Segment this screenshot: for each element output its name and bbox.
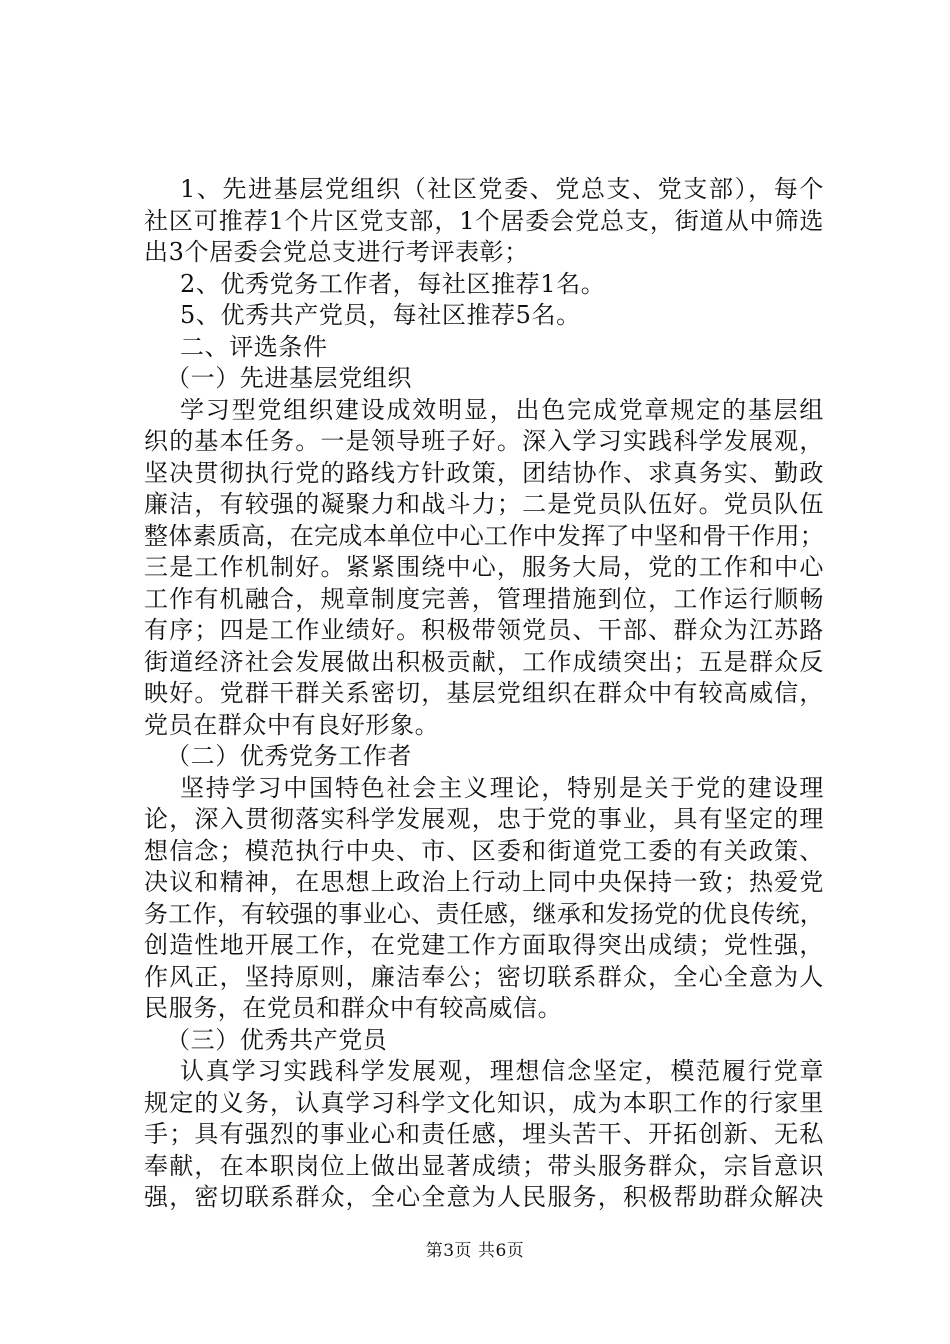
text-line: 民服务，在党员和群众中有较高威信。: [144, 994, 563, 1022]
text-line: 想信念；模范执行中央、市、区委和街道党工委的有关政策、: [144, 836, 824, 865]
document-body: [144, 174, 824, 1214]
text-line: 映好。党群干群关系密切，基层党组织在群众中有较高威信，: [144, 679, 824, 707]
text-line: 工作有机融合，规章制度完善，管理措施到位，工作运行顺畅: [144, 584, 824, 613]
text-line: 奉献，在本职岗位上做出显著成绩；带头服务群众，宗旨意识: [144, 1151, 824, 1180]
text-line: 规定的义务，认真学习科学文化知识，成为本职工作的行家里: [144, 1088, 824, 1117]
text-line: 学习型党组织建设成效明显，出色完成党章规定的基层组: [180, 395, 824, 424]
text-line: 论，深入贯彻落实科学发展观，忠于党的事业，具有坚定的理: [144, 805, 824, 833]
section-heading: 二、评选条件: [180, 332, 328, 361]
text-line: 党员在群众中有良好形象。: [144, 710, 440, 739]
text-line: 手；具有强烈的事业心和责任感，埋头苦干、开拓创新、无私: [144, 1120, 824, 1148]
page-number-footer: 第3页 共6页: [425, 1241, 525, 1261]
text-line: 整体素质高，在完成本单位中心工作中发挥了中坚和骨干作用；: [144, 521, 824, 550]
text-line: 社区可推荐1个片区党支部，1个居委会党总支，街道从中筛选: [144, 206, 824, 235]
text-line: 廉洁，有较强的凝聚力和战斗力；二是党员队伍好。党员队伍: [144, 490, 824, 518]
text-line: 务工作，有较强的事业心、责任感，继承和发扬党的优良传统，: [144, 899, 824, 928]
subsection-heading: （一）先进基层党组织: [166, 364, 412, 392]
text-line: 坚持学习中国特色社会主义理论，特别是关于党的建设理: [180, 773, 824, 802]
text-line: 有序；四是工作业绩好。积极带领党员、干部、群众为江苏路: [144, 616, 824, 644]
text-line: 作风正，坚持原则，廉洁奉公；密切联系群众，全心全意为人: [144, 962, 824, 991]
text-line: 三是工作机制好。紧紧围绕中心，服务大局，党的工作和中心: [144, 553, 824, 581]
text-line: 2、优秀党务工作者，每社区推荐1名。: [180, 269, 606, 298]
text-line: 街道经济社会发展做出积极贡献，工作成绩突出；五是群众反: [144, 647, 824, 676]
text-line: 创造性地开展工作，在党建工作方面取得突出成绩；党性强，: [144, 931, 824, 959]
text-line: 强，密切联系群众，全心全意为人民服务，积极帮助群众解决: [144, 1183, 824, 1211]
text-line: 织的基本任务。一是领导班子好。深入学习实践科学发展观，: [144, 427, 824, 455]
subsection-heading: （二）优秀党务工作者: [166, 742, 412, 770]
subsection-heading: （三）优秀共产党员: [166, 1025, 388, 1054]
text-line: 决议和精神，在思想上政治上行动上同中央保持一致；热爱党: [144, 868, 824, 896]
text-line: 出3个居委会党总支进行考评表彰；: [144, 238, 529, 266]
text-line: 5、优秀共产党员，每社区推荐5名。: [180, 301, 581, 329]
text-line: 1、先进基层党组织（社区党委、党总支、党支部），每个: [180, 175, 824, 203]
text-line: 认真学习实践科学发展观，理想信念坚定，模范履行党章: [180, 1057, 824, 1085]
text-line: 坚决贯彻执行党的路线方针政策，团结协作、求真务实、勤政: [144, 458, 824, 487]
